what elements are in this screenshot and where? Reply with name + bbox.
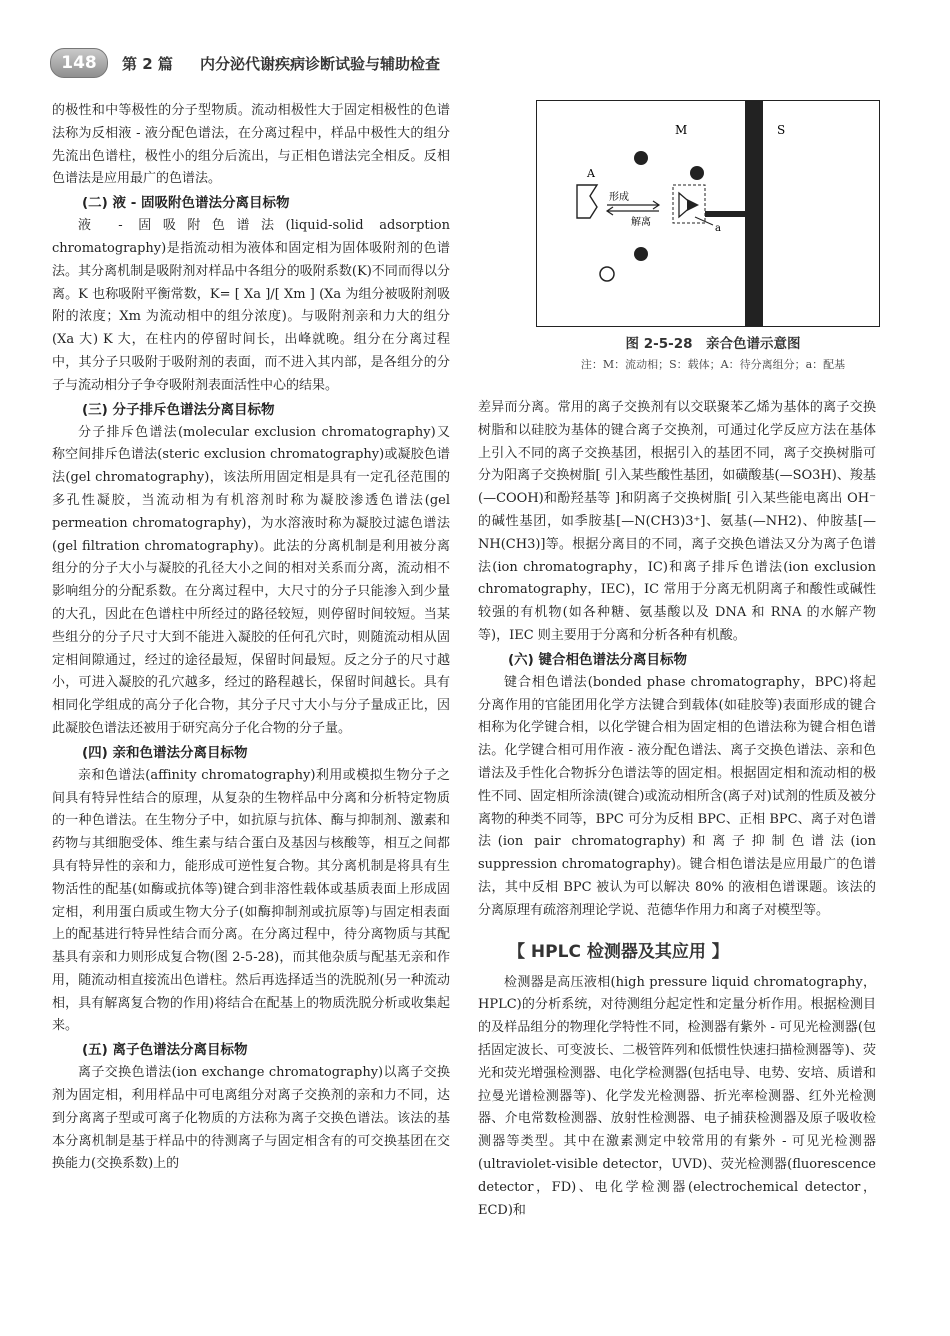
figure-note: 注：M：流动相；S：载体；A：待分离组分；a：配基 (580, 358, 846, 371)
subsection-heading: (五) 离子色谱法分离目标物 (82, 1042, 248, 1059)
section-heading: 【 HPLC 检测器及其应用 】 (508, 941, 729, 962)
form-label: 形成 (609, 192, 629, 203)
figure-caption: 图 2-5-28 亲合色谱示意图 (625, 336, 801, 352)
label-a-small: a (715, 223, 721, 234)
page-header (50, 48, 910, 78)
component-dot (634, 247, 648, 261)
diagram-svg (537, 101, 879, 326)
paragraph: 检测器是高压液相(high pressure liquid chromatography，HPLC)的分析系统，对待测组分起定性和定量分析作用。根据检测目的及样品组分的物理化学特性不同，检测器有紫外 - 可见光检测器(包括固定波长、可变波长、二极管阵列和低惯性快速扫描检测器等)、荧光和荧光增强检测器、电化学检测器(包括电导、电势、安培、质谱和拉曼光谱检测器等)、化学发光检测器、折光率检测器、红外光检测器、介电常数检测器、放射性检测器、电子捕获检测器及原子吸收检测器等类型。其中在激素测定中较常用的有紫外 - 可见光检测器(ultraviolet-visible detector，UVD)、荧光检测器(fluorescence detector，FD)、电化学检测器(electrochemical detector，ECD)和 (478, 974, 876, 1218)
component-a-shape (577, 185, 597, 218)
affinity-chromatography-diagram (536, 100, 880, 327)
left-column (52, 100, 450, 1176)
paragraph: 键合相色谱法(bonded phase chromatography，BPC)将起分离作用的官能团用化学方法键合到载体(如硅胶等)表面形成的键合相称为化学键合相，以化学键合相为固定相的色谱法称为键合相色谱法。化学键合相可用作液 - 液分配色谱法、离子交换色谱法、亲和色谱法及手性化合物拆分色谱法等的固定相。根据固定相和流动相的极性不同、固定相所涂渍(键合)或流动相所含(离子对)试剂的性质及被分离物的种类不同等，BPC 可分为反相 BPC、正相 BPC、离子对色谱法(ion pair chromatography)和离子抑制色谱法(ion suppression chromatography)。键合相色谱法是应用最广的色谱法，其中反相 BPC 被认为可以解决 80% 的液相色谱课题。该法的分离原理有疏溶剂理论学说、范德华作用力和离子对模型等。 (478, 674, 876, 918)
subsection-heading: (三) 分子排斥色谱法分离目标物 (82, 401, 275, 418)
ligand-arm (705, 211, 745, 217)
paragraph: 离子交换色谱法(ion exchange chromatography)以离子交换剂为固定相，利用样品中可电离组分对离子交换剂的亲和力不同，达到分离离子型或可离子化物质的方法称为离子交换色谱法。该法的基本分离机制是基于样品中的待测离子与固定相含有的可交换基团在交换能力(交换系数)上的 (52, 1065, 450, 1172)
label-m: M (675, 123, 688, 137)
paragraph: 差异而分离。常用的离子交换剂有以交联聚苯乙烯为基体的离子交换树脂和以硅胶为基体的键合离子交换剂，可通过化学反应方法在基体上引入不同的离子交换基团，根据引入的基团不同，离子交换树脂可分为阳离子交换树脂[ 引入某些酸性基团，如磺酸基(—SO3H)、羧基(—COOH)和酚羟基等 ]和阴离子交换树脂[ 引入某些能电离出 OH⁻ 的碱性基团，如季胺基[—N(CH3)3⁺]、氨基(—NH2)、仲胺基[—NH(CH3)]等。根据分离目的不同，离子交换色谱法又分为离子色谱法(ion chromatography，IC)和离子排斥色谱法(ion exclusion chromatography，IEC)，IC 常用于分离无机阴离子和酸性或碱性较强的有机物(如各种糖、氨基酸以及 DNA 和 RNA 的水解产物等)，IEC 则主要用于分离和分析各种有机酸。 (478, 400, 876, 643)
figure-area (478, 100, 876, 376)
subsection-heading: (六) 键合相色谱法分离目标物 (508, 651, 688, 668)
label-a: A (587, 167, 595, 180)
paragraph: 分子排斥色谱法(molecular exclusion chromatography)又称空间排斥色谱法(steric exclusion chromatography)或凝胶色谱法(gel chromatography)，该法所用固定相是具有一定孔径范围的多孔性凝胶，当流动相为有机溶剂时称为凝胶渗透色谱法(gel permeation chromatography)，为水溶液时称为凝胶过滤色谱法(gel filtration chromatography)。此法的分离机制是利用被分离组分的分子大小与凝胶的孔径大小之间的相对关系而分离，流动相不影响组分的分配系数。在分离过程中，大尺寸的分子只能渗入到少量的大孔，因此在色谱柱中所经过的路径较短，则停留时间较短。当某些组分的分子尺寸大到不能进入凝胶的任何孔穴时，则随流动相从固定相间隙通过，经过的途径最短，保留时间最短。反之分子的尺寸越小，可进入凝胶的孔穴越多，经过的路程越长，保留时间越长。具有相同化学组成的高分子化合物，其分子尺寸大小与分子量成正比，因此凝胶色谱法还被用于研究高分子化合物的分子量。 (52, 424, 450, 736)
paragraph: 液 - 固吸附色谱法(liquid-solid adsorption chromatography)是指流动相为液体和固定相为固体吸附剂的色谱法。其分离机制是吸附剂对样品中各组分的吸附系数(K)不同而得以分离。K 也称吸附平衡常数，K= [ Xa ]/[ Xm ] (Xa 为组分被吸附剂吸附的浓度；Xm 为流动相中的组分浓度)。与吸附剂亲和力大的组分(Xa 大) K 大，在柱内的停留时间长，出峰就晚。组分在分离过程中，其分子只吸附于吸附剂的表面，而不进入其内部，是各组分的分子与流动相分子争夺吸附剂表面活性中心的结果。 (52, 218, 450, 393)
component-dot (690, 166, 704, 180)
ligand-a-fill (687, 199, 699, 211)
part-label: 第 2 篇 (122, 55, 173, 73)
carrier-bar (745, 101, 763, 326)
subsection-heading: (二) 液 - 固吸附色谱法分离目标物 (82, 195, 290, 212)
component-dot (634, 151, 648, 165)
part-title: 内分泌代谢疾病诊断试验与辅助检查 (200, 55, 441, 73)
paragraph: 亲和色谱法(affinity chromatography)利用或模拟生物分子之间具有特异性结合的原理，从复杂的生物样品中分离和分析特定物质的一种色谱法。在生物分子中，如抗原与抗体、酶与抑制剂、激素和药物与其细胞受体、维生素与结合蛋白及基因与核酸等，相互之间都具有特异性的亲和力，能形成可逆性复合物。其分离机制是将具有生物活性的配基(如酶或抗体等)键合到非溶性载体或基质表面上形成固定相，利用蛋白质或生物大分子(如酶抑制剂或抗原等)与固定相表面上的配基进行特异性结合而分离。在分离过程中，待分离物质与其配基具有亲和力则形成复合物(图 2-5-28)，而其他杂质与配基无亲和作用，随流动相直接流出色谱柱。然后再选择适当的洗脱剂(另一种流动相，具有解离复合物的作用)将结合在配基上的物质洗脱分析或收集起来。 (52, 767, 450, 1034)
page-number: 148 (50, 48, 108, 78)
label-s: S (777, 123, 786, 137)
dissociate-label: 解离 (631, 217, 651, 228)
impurity-dot (600, 267, 614, 281)
paragraph: 的极性和中等极性的分子型物质。流动相极性大于固定相极性的色谱法称为反相液 - 液分配色谱法，在分离过程中，样品中极性大的组分先流出色谱柱，极性小的组分后流出，与正相色谱法完全相反。反相色谱法是应用最广的色谱法。 (52, 103, 450, 187)
right-column (478, 397, 876, 1222)
subsection-heading: (四) 亲和色谱法分离目标物 (82, 744, 248, 761)
